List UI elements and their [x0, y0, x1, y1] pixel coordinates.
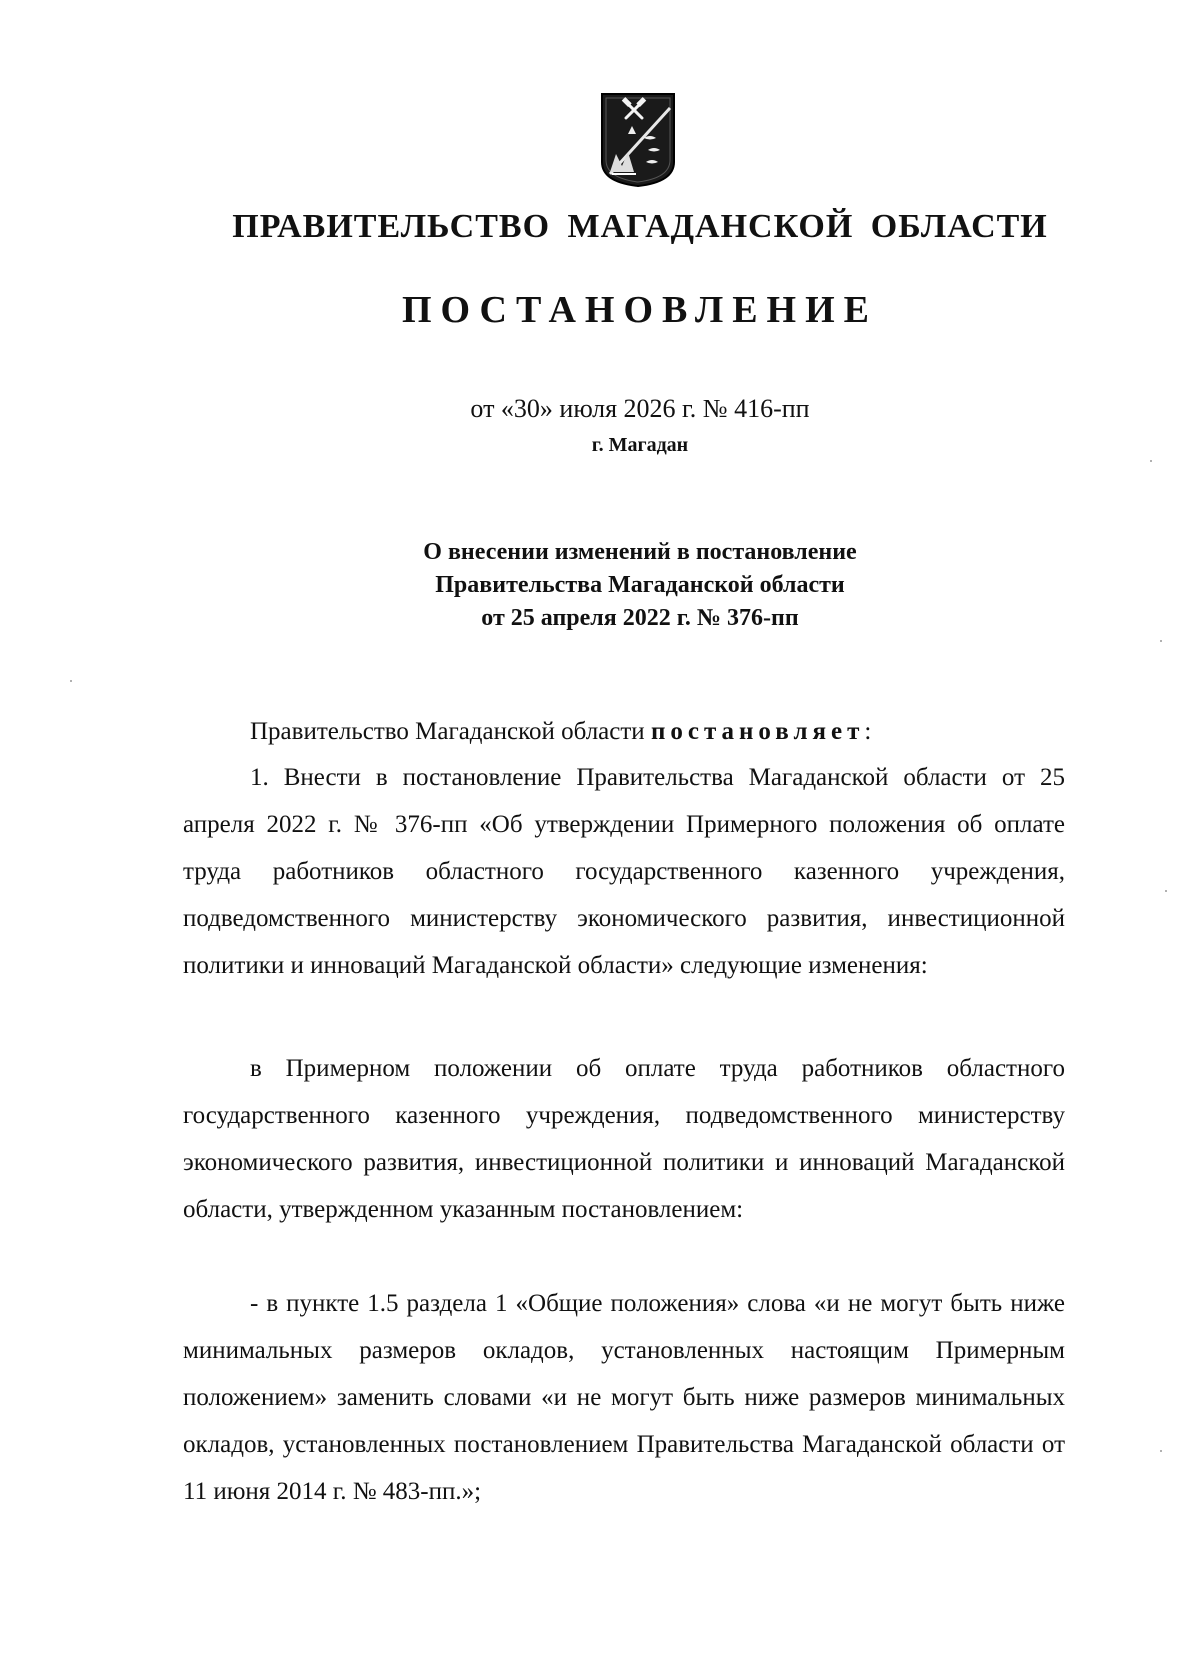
- coat-of-arms-icon: [600, 92, 676, 188]
- paragraph-item-3: [183, 1280, 1065, 1515]
- scan-artifact: [1160, 640, 1162, 642]
- document-date-number: от «30» июля 2026 г. № 416-пп: [470, 394, 810, 423]
- document-city: г. Магадан: [591, 434, 689, 456]
- subject-line-1: О внесении изменений в постановление: [423, 539, 857, 565]
- resolution-intro: [183, 708, 1065, 755]
- intro-verb: постановляет: [650, 718, 865, 745]
- scan-artifact: [1150, 460, 1152, 462]
- government-title: ПРАВИТЕЛЬСТВО МАГАДАНСКОЙ ОБЛАСТИ: [232, 208, 1048, 245]
- intro-prefix: Правительство Магаданской области: [250, 718, 651, 745]
- scan-artifact: [1160, 1450, 1162, 1452]
- document-type: ПОСТАНОВЛЕНИЕ: [401, 289, 879, 331]
- document-subject: [0, 536, 1200, 635]
- paragraph-item-2-text: в Примерном положении об оплате труда работников областного государственного казенного учреждения, подведомственного министерству экономического развития, инвестиционной политики и инноваций Магаданской области, утвержденном указанным постановлением:: [183, 1055, 1065, 1223]
- paragraph-item-1-text: 1. Внести в постановление Правительства Магаданской области от 25 апреля 2022 г. № 376-пп «Об утверждении Примерного положения об оплате труда работников областного государственного казенного учреждения, подведомственного министерству экономического развития, инвестиционной политики и инноваций Магаданской области» следующие изменения:: [183, 764, 1065, 979]
- intro-suffix: :: [864, 718, 872, 745]
- scan-artifact: [70, 680, 72, 682]
- paragraph-item-3-text: - в пункте 1.5 раздела 1 «Общие положения» слова «и не могут быть ниже минимальных размеров окладов, установленных настоящим Примерным положением» заменить словами «и не могут быть ниже размеров минимальных окладов, установленных постановлением Правительства Магаданской области от 11 июня 2014 г. № 483-пп.»;: [183, 1290, 1065, 1505]
- scan-artifact: [1165, 890, 1167, 892]
- paragraph-item-1: [183, 754, 1065, 989]
- subject-line-2: Правительства Магаданской области: [435, 572, 845, 598]
- subject-line-3: от 25 апреля 2022 г. № 376-пп: [481, 605, 799, 631]
- paragraph-item-2: [183, 1045, 1065, 1233]
